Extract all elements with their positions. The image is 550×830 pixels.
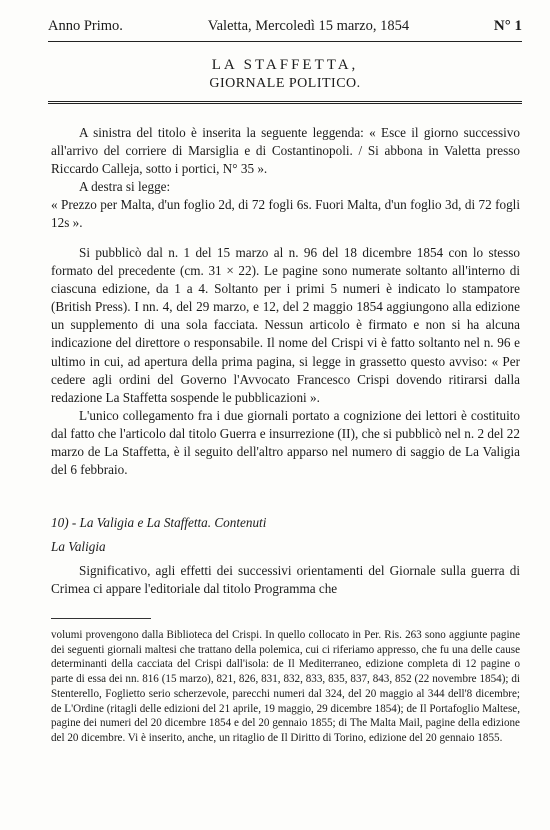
masthead-year: Anno Primo. <box>48 18 123 34</box>
title-rule <box>48 101 522 104</box>
masthead-dateline: Valetta, Mercoledì 15 marzo, 1854 <box>207 18 410 34</box>
masthead <box>48 18 522 35</box>
body-paragraph-3: Significativo, agli effetti dei successivi orientamenti del Giornale sulla guerra di Crimea ci appare l'editoriale dal titolo Programma che <box>51 563 520 597</box>
newspaper-title: LA STAFFETTA, <box>211 57 359 73</box>
section-heading: 10) - La Valigia e La Staffetta. Contenuti <box>51 515 267 530</box>
subsection-heading: La Valigia <box>51 539 106 555</box>
body-paragraph-2: L'unico collegamento fra i due giornali portato a cognizione dei lettori è costituito dal fatto che l'articolo dal titolo Guerra e insurrezione (II), che si pubblicò nel n. 2 del 22 marzo de La Staffetta, è il seguito dell'altro apparso nel numero di saggio de La Valigia del 6 febbraio. <box>51 407 520 478</box>
body-paragraph-1: Si pubblicò dal n. 1 del 15 marzo al n. 96 del 18 dicembre 1854 con lo stesso formato del precedente (cm. 31 × 22). Le pagine sono numerate soltanto all'interno di ciascuna edizione, da 1 a 4. Soltanto per i primi 5 numeri è indicato lo stampatore (British Press). I nn. 4, del 29 marzo, e 12, del 2 maggio 1854 aggiungono alla edizione un supplemento di una sola facciata. Nessun articolo è firmato e non si ha alcuna indicazione del direttore o responsabile. Il nome del Crispi vi è fatto soltanto nel n. 96 e ultimo in cui, ad apertura della prima pagina, si legge in grassetto questo avviso: « Per cedere agli ordini del Governo l'Avvocato Francesco Crispi dovendo ritirarsi dalla redazione La Staffetta sospende le pubblicazioni ». <box>51 245 520 405</box>
masthead-rule <box>48 41 522 42</box>
description-block <box>51 124 520 233</box>
description-right-label: A destra si legge: <box>79 179 171 195</box>
section-block <box>51 514 520 598</box>
description-price: « Prezzo per Malta, d'un foglio 2d, di 72 fogli 6s. Fuori Malta, d'un foglio 3d, di 72 fogli 12s ». <box>51 197 520 231</box>
masthead-issue-number: N° 1 <box>493 18 522 34</box>
body-text <box>51 244 520 479</box>
footnote: volumi provengono dalla Biblioteca del Crispi. In quello collocato in Per. Ris. 263 sono aggiunte pagine dei seguenti giornali maltesi che trattano della polemica, cui ci riferiamo appresso, che fu una delle cause determinanti della cacciata del Crispi dall'isola: de Il Mediterraneo, edizione completa di 12 pagine o parte di essa dei nn. 816 (15 marzo), 821, 826, 831, 832, 833, 835, 837, 843, 852 (22 novembre 1854); di Stenterello, Foglietto serio scherzevole, parecchi numeri dal 324, del 20 maggio al 344 dell'8 dicembre; de L'Ordine (ritagli delle edizioni del 21 aprile, 19 maggio, 29 dicembre 1854); de Il Portafoglio Maltese, pagine dei numeri del 20 dicembre 1854 e del 20 gennaio 1855; di The Malta Mail, pagine della edizione del 20 dicembre. Vi è inserito, anche, un ritaglio de Il Diritto di Torino, edizione del 20 gennaio 1855. <box>51 629 520 744</box>
description-legend: A sinistra del titolo è inserita la seguente leggenda: « Esce il giorno successivo all'arrivo del corriere di Marsiglia e di Costantinopoli. / Si abbona in Valetta presso Riccardo Calleja, sotto i portici, N° 35 ». <box>51 125 520 177</box>
newspaper-subtitle: GIORNALE POLITICO. <box>209 76 361 91</box>
footnote-separator <box>51 618 151 619</box>
